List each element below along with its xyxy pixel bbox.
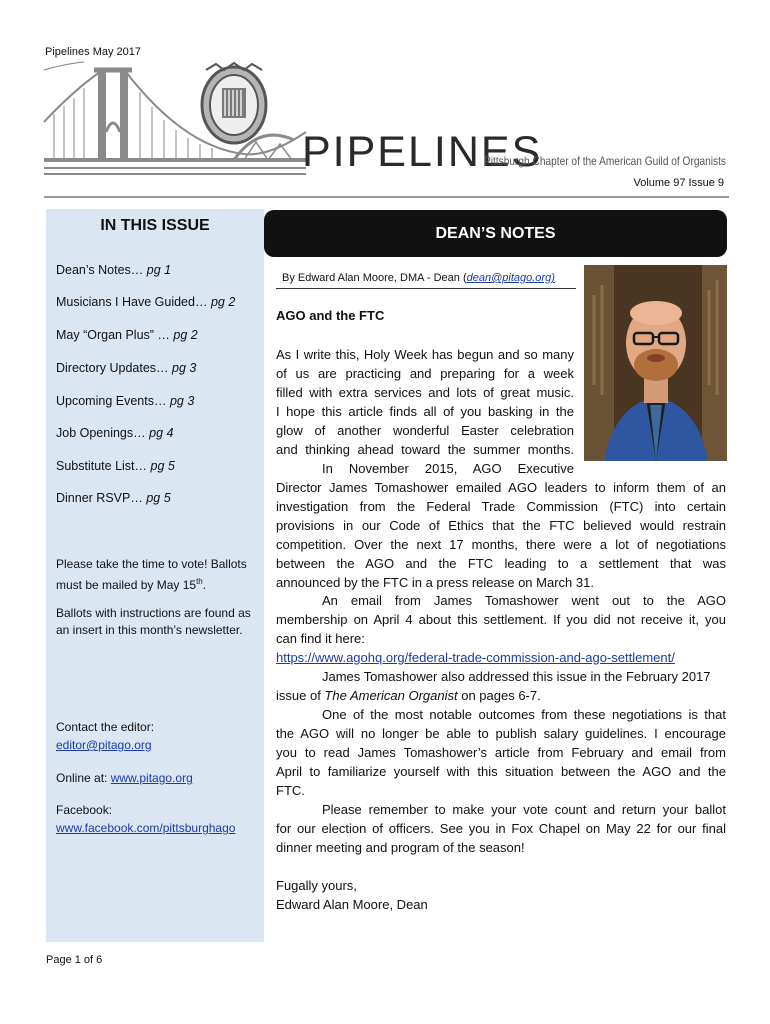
online-line: Online at: www.pitago.org bbox=[56, 771, 193, 785]
toc-item[interactable]: Dinner RSVP… pg 5 bbox=[56, 491, 171, 505]
paragraph-3-line: An email from James Tomashower went out to the AGO bbox=[322, 593, 726, 608]
editor-email-link[interactable]: editor@pitago.org bbox=[56, 738, 152, 752]
toc-item[interactable]: May “Organ Plus” … pg 2 bbox=[56, 328, 198, 342]
paragraph-2-line: In November 2015, AGO Executive bbox=[322, 461, 574, 476]
paragraph-2-line: Director James Tomashower emailed AGO leaders to inform them of an bbox=[276, 480, 726, 495]
facebook-label: Facebook: bbox=[56, 803, 113, 817]
settlement-url-link[interactable]: https://www.agohq.org/federal-trade-commission-and-ago-settlement/ bbox=[276, 650, 675, 665]
signature: Edward Alan Moore, Dean bbox=[276, 897, 428, 912]
paragraph-5-line: One of the most notable outcomes from these negotiations is that bbox=[322, 707, 726, 722]
byline-divider bbox=[276, 288, 576, 289]
bridge-illustration bbox=[44, 62, 306, 174]
dean-portrait-photo bbox=[584, 265, 727, 461]
paragraph-5-line: you to read James Tomashower’s article from February and email from bbox=[276, 745, 726, 760]
masthead-divider bbox=[44, 196, 729, 198]
toc-item[interactable]: Job Openings… pg 4 bbox=[56, 426, 174, 440]
paragraph-2-line: provisions in our Code of Ethics that the FTC believed would restrain bbox=[276, 518, 726, 533]
paragraph-4-line: James Tomashower also addressed this issue in the February 2017 bbox=[322, 669, 711, 684]
toc-item[interactable]: Upcoming Events… pg 3 bbox=[56, 394, 195, 408]
website-link[interactable]: www.pitago.org bbox=[110, 771, 193, 785]
section-header bbox=[264, 210, 727, 257]
paragraph-1-line: glow of another wonderful Easter celebration bbox=[276, 423, 574, 438]
paragraph-2-line: competition. Over the next 17 months, there were a lot of negotiations bbox=[276, 537, 726, 552]
contact-label: Contact the editor: bbox=[56, 720, 155, 734]
paragraph-4-line: issue of The American Organist on pages 6-7. bbox=[276, 688, 541, 703]
paragraph-2-line: announced by the FTC in a press release on March 31. bbox=[276, 575, 594, 590]
paragraph-6-line: dinner meeting and program of the season! bbox=[276, 840, 525, 855]
closing-line: Fugally yours, bbox=[276, 878, 357, 893]
paragraph-6-line: Please remember to make your vote count and return your ballot bbox=[322, 802, 726, 817]
ballot-note: Ballots with instructions are found as an insert in this month’s newsletter. bbox=[56, 606, 251, 637]
paragraph-3-line: membership on April 4 about this settlement. If you did not receive it, you bbox=[276, 612, 726, 627]
ago-seal-icon bbox=[202, 63, 266, 143]
paragraph-1-line: of us are practicing and preparing for a week bbox=[276, 366, 574, 381]
masthead-banner bbox=[44, 62, 729, 180]
article-heading: AGO and the FTC bbox=[276, 308, 385, 323]
section-title: DEAN’S NOTES bbox=[435, 224, 556, 242]
paragraph-5-line: April to familiarize yourself with this situation between the AGO and the bbox=[276, 764, 726, 779]
paragraph-2-line: investigation from the Federal Trade Commission (FTC) into certain bbox=[276, 499, 726, 514]
paragraph-2-line: between the AGO and the FTC leading to a settlement that was bbox=[276, 556, 726, 571]
dean-email-link[interactable]: dean@pitago.org) bbox=[466, 272, 555, 284]
paragraph-1-line: As I write this, Holy Week has begun and so many bbox=[276, 347, 574, 362]
paragraph-3-line: can find it here: bbox=[276, 631, 365, 646]
page-number: Page 1 of 6 bbox=[46, 954, 103, 966]
masthead-title: PIPELINES bbox=[302, 128, 543, 176]
facebook-link[interactable]: www.facebook.com/pittsburghago bbox=[56, 821, 236, 835]
running-head: Pipelines May 2017 bbox=[45, 46, 142, 58]
toc-item[interactable]: Substitute List… pg 5 bbox=[56, 459, 175, 473]
sidebar-title: IN THIS ISSUE bbox=[100, 217, 210, 234]
paragraph-1-line: filled with extra services and lots of great music. bbox=[276, 385, 574, 400]
paragraph-1-line: and thinking ahead toward the summer months. bbox=[276, 442, 574, 457]
in-this-issue-sidebar bbox=[46, 209, 264, 942]
paragraph-5-line: FTC. bbox=[276, 783, 305, 798]
toc-item[interactable]: Dean’s Notes… pg 1 bbox=[56, 263, 172, 277]
masthead-subtitle: Pittsburgh Chapter of the American Guild of Organists bbox=[484, 154, 726, 168]
byline: By Edward Alan Moore, DMA - Dean (dean@pitago.org) bbox=[282, 272, 555, 284]
journal-title: The American Organist bbox=[324, 688, 458, 703]
toc-item[interactable]: Musicians I Have Guided… pg 2 bbox=[56, 295, 236, 309]
paragraph-6-line: for our election of officers. See you in Fox Chapel on May 22 for our final bbox=[276, 821, 726, 836]
volume-issue: Volume 97 Issue 9 bbox=[633, 177, 724, 189]
paragraph-1-line: I hope this article finds all of you basking in the bbox=[276, 404, 574, 419]
paragraph-5-line: the AGO will no longer be able to publish salary guidelines. I encourage bbox=[276, 726, 726, 741]
toc-item[interactable]: Directory Updates… pg 3 bbox=[56, 361, 197, 375]
vote-reminder: Please take the time to vote! Ballots must be mailed by May 15th. bbox=[56, 557, 247, 592]
